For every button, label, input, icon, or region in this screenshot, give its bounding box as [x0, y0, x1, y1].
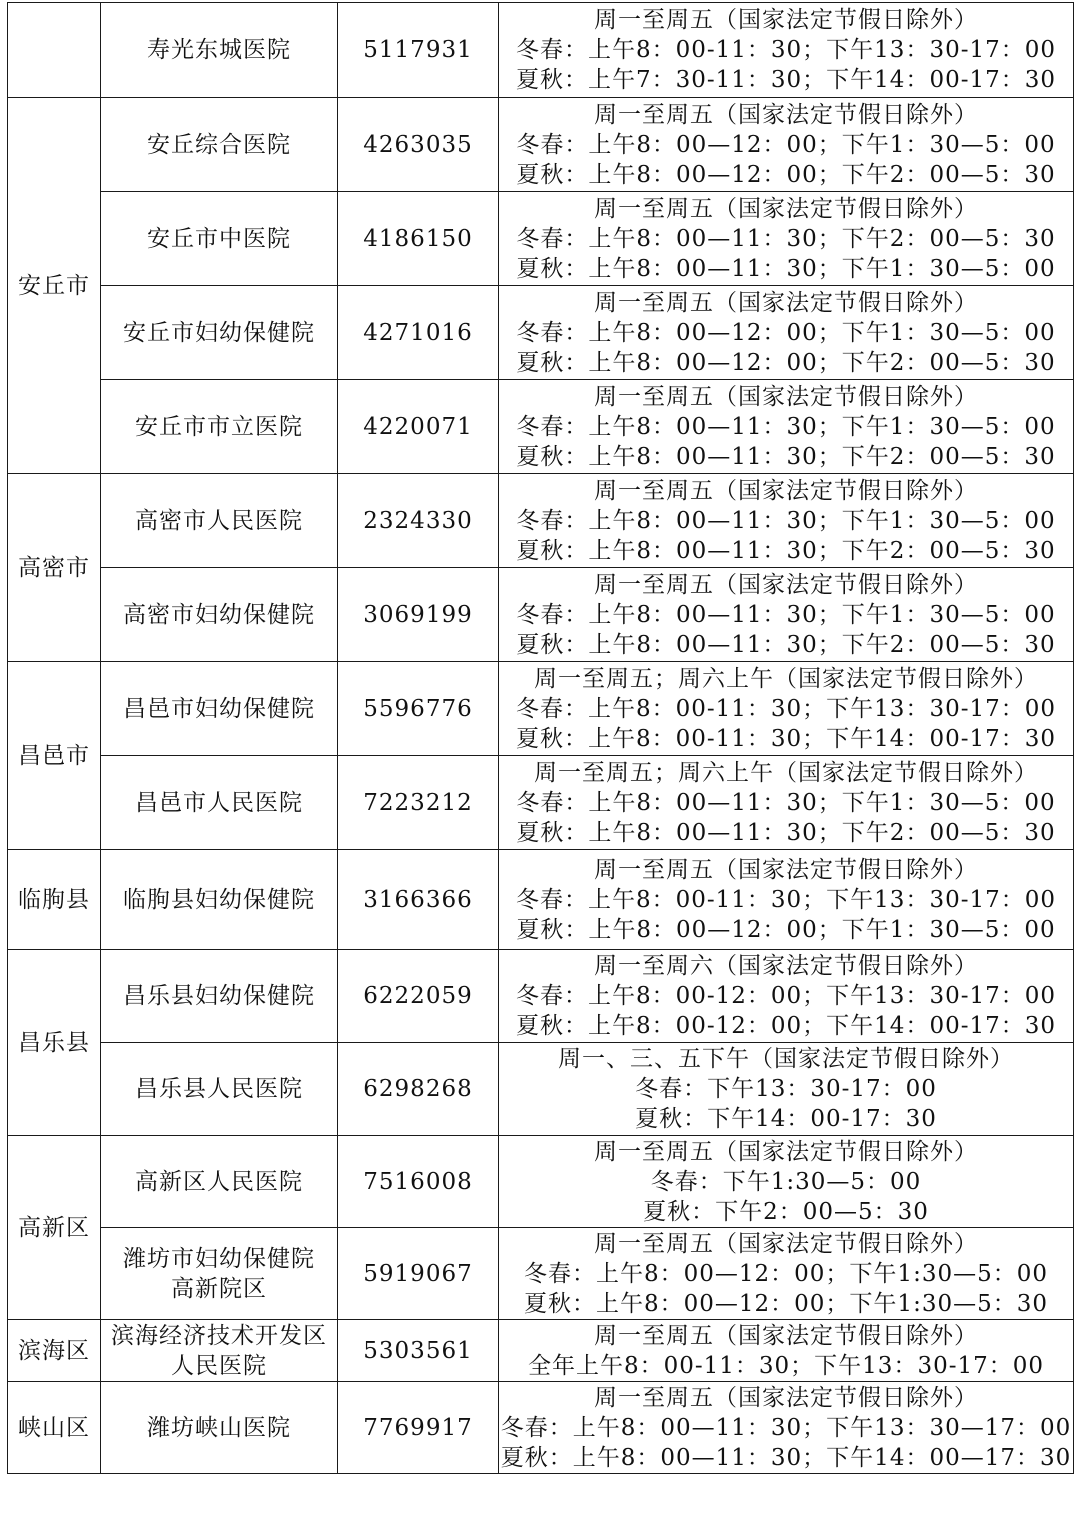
table-row — [8, 1228, 1074, 1320]
hours-cell: 周一至周六（国家法定节假日除外） 冬春：上午8：00-12：00；下午13：30-17：00 夏秋：上午8：00-12：00；下午14：00-17：30 — [499, 950, 1074, 1043]
phone-cell: 4220071 — [338, 380, 499, 474]
hospital-name-cell: 临朐县妇幼保健院 — [101, 850, 338, 950]
hospital-name-cell: 安丘市市立医院 — [101, 380, 338, 474]
table-row — [8, 380, 1074, 474]
hospital-name-cell: 潍坊峡山医院 — [101, 1382, 338, 1474]
hours-cell: 周一至周五（国家法定节假日除外） 冬春：上午8：00—12：00；下午1：30—5：00 夏秋：上午8：00—12：00；下午2：00—5：30 — [499, 286, 1074, 380]
table-row — [8, 950, 1074, 1043]
district-cell: 峡山区 — [8, 1382, 101, 1474]
phone-cell: 7516008 — [338, 1136, 499, 1228]
phone-cell: 7223212 — [338, 756, 499, 850]
hospital-name-cell: 寿光东城医院 — [101, 3, 338, 98]
phone-cell: 2324330 — [338, 474, 499, 568]
hours-cell: 周一、三、五下午（国家法定节假日除外） 冬春：下午13：30-17：00 夏秋：下午14：00-17：30 — [499, 1043, 1074, 1136]
district-cell: 临朐县 — [8, 850, 101, 950]
table-row — [8, 192, 1074, 286]
table-row — [8, 474, 1074, 568]
table-row — [8, 3, 1074, 98]
hours-cell: 周一至周五（国家法定节假日除外） 冬春：上午8：00—12：00；下午1：30—5：00 夏秋：上午8：00—12：00；下午2：00—5：30 — [499, 98, 1074, 192]
phone-cell: 3069199 — [338, 568, 499, 662]
hospital-name-cell: 高新区人民医院 — [101, 1136, 338, 1228]
hours-cell: 周一至周五（国家法定节假日除外） 冬春：上午8：00—11：30；下午1：30—5：00 夏秋：上午8：00—11：30；下午2：00—5：30 — [499, 568, 1074, 662]
district-cell: 昌邑市 — [8, 662, 101, 850]
district-cell: 昌乐县 — [8, 950, 101, 1136]
hospital-name-cell: 昌乐县人民医院 — [101, 1043, 338, 1136]
phone-cell: 5303561 — [338, 1320, 499, 1382]
district-cell: 高新区 — [8, 1136, 101, 1320]
table-row — [8, 850, 1074, 950]
hours-cell: 周一至周五（国家法定节假日除外） 冬春：上午8：00—11：30；下午2：00—5：30 夏秋：上午8：00—11：30；下午1：30—5：00 — [499, 192, 1074, 286]
hours-cell: 周一至周五；周六上午（国家法定节假日除外） 冬春：上午8：00—11：30；下午1：30—5：00 夏秋：上午8：00—11：30；下午2：00—5：30 — [499, 756, 1074, 850]
hospital-name-cell: 高密市人民医院 — [101, 474, 338, 568]
phone-cell: 4263035 — [338, 98, 499, 192]
table-row — [8, 1043, 1074, 1136]
phone-cell: 5117931 — [338, 3, 499, 98]
hospital-name-cell: 潍坊市妇幼保健院 高新院区 — [101, 1228, 338, 1320]
hours-cell: 周一至周五（国家法定节假日除外） 冬春：上午8：00—11：30；下午1：30—5：00 夏秋：上午8：00—11：30；下午2：00—5：30 — [499, 474, 1074, 568]
hours-cell: 周一至周五（国家法定节假日除外） 冬春：上午8：00-11：30；下午13：30-17：00 夏秋：上午7：30-11：30；下午14：00-17：30 — [499, 3, 1074, 98]
table-row — [8, 662, 1074, 756]
phone-cell: 6222059 — [338, 950, 499, 1043]
table-row — [8, 1136, 1074, 1228]
hospital-name-cell: 安丘市妇幼保健院 — [101, 286, 338, 380]
hospital-name-cell: 昌邑市人民医院 — [101, 756, 338, 850]
phone-cell: 5919067 — [338, 1228, 499, 1320]
hospital-name-cell: 安丘综合医院 — [101, 98, 338, 192]
district-cell: 安丘市 — [8, 98, 101, 474]
hours-cell: 周一至周五；周六上午（国家法定节假日除外） 冬春：上午8：00-11：30；下午13：30-17：00 夏秋：上午8：00-11：30；下午14：00-17：30 — [499, 662, 1074, 756]
table-row — [8, 1382, 1074, 1474]
phone-cell: 6298268 — [338, 1043, 499, 1136]
district-cell — [8, 3, 101, 98]
hours-cell: 周一至周五（国家法定节假日除外） 冬春：上午8：00—12：00；下午1:30—5：00 夏秋：上午8：00—12：00；下午1:30—5：30 — [499, 1228, 1074, 1320]
phone-cell: 3166366 — [338, 850, 499, 950]
hours-cell: 周一至周五（国家法定节假日除外） 全年上午8：00-11：30；下午13：30-17：00 — [499, 1320, 1074, 1382]
hospital-name-cell: 安丘市中医院 — [101, 192, 338, 286]
phone-cell: 7769917 — [338, 1382, 499, 1474]
table-row — [8, 286, 1074, 380]
district-cell: 高密市 — [8, 474, 101, 662]
table-row — [8, 568, 1074, 662]
district-cell: 滨海区 — [8, 1320, 101, 1382]
hours-cell: 周一至周五（国家法定节假日除外） 冬春：上午8：00-11：30；下午13：30-17：00 夏秋：上午8：00—12：00；下午1：30—5：00 — [499, 850, 1074, 950]
table-row — [8, 1320, 1074, 1382]
phone-cell: 4271016 — [338, 286, 499, 380]
hospital-name-cell: 昌乐县妇幼保健院 — [101, 950, 338, 1043]
hospital-name-cell: 滨海经济技术开发区 人民医院 — [101, 1320, 338, 1382]
hours-cell: 周一至周五（国家法定节假日除外） 冬春：下午1:30—5：00 夏秋：下午2：00—5：30 — [499, 1136, 1074, 1228]
table-row — [8, 756, 1074, 850]
table-row — [8, 98, 1074, 192]
hours-cell: 周一至周五（国家法定节假日除外） 冬春：上午8：00—11：30；下午13：30—17：00 夏秋：上午8：00—11：30；下午14：00—17：30 — [499, 1382, 1074, 1474]
hospital-name-cell: 高密市妇幼保健院 — [101, 568, 338, 662]
phone-cell: 4186150 — [338, 192, 499, 286]
hours-cell: 周一至周五（国家法定节假日除外） 冬春：上午8：00—11：30；下午1：30—5：00 夏秋：上午8：00—11：30；下午2：00—5：30 — [499, 380, 1074, 474]
phone-cell: 5596776 — [338, 662, 499, 756]
hospital-schedule-table — [7, 2, 1074, 1474]
hospital-name-cell: 昌邑市妇幼保健院 — [101, 662, 338, 756]
